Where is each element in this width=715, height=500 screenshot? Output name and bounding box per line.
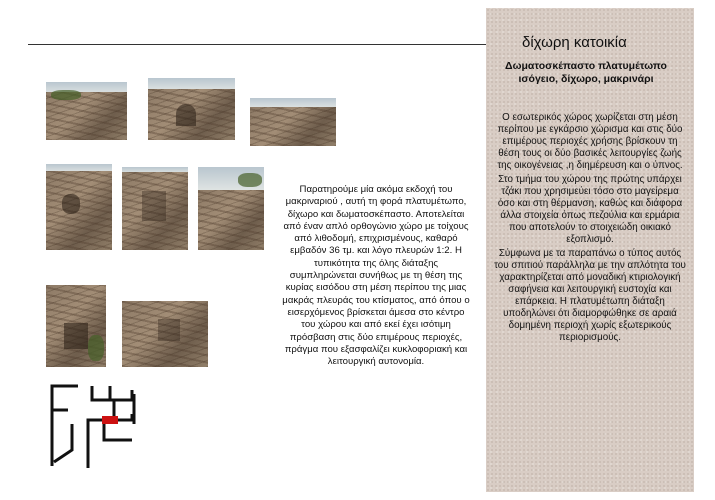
side-description bbox=[494, 112, 686, 346]
plan-highlight bbox=[102, 416, 118, 424]
floor-plan bbox=[48, 380, 176, 470]
side-paragraph-1: Ο εσωτερικός χώρος χωρίζεται στη μέση περίπου με εγκάρσιο χώρισμα και στις δύο επιμέρους περιοχές χρήσης βρίσκουν τη θέση τους οι δύο βασικές λειτουργίες ζωής της οικογένειας ,η διημέρευση και ο ύπνος. bbox=[497, 112, 683, 171]
photo-3 bbox=[250, 98, 336, 146]
side-paragraph-2: Στο τμήμα του χώρου της πρώτης υπάρχει τζάκι που χρησιμεύει τόσο στο μαγείρεμα όσο και στη θέρμανση, καθώς και διάφορα άλλα στοιχεία όπως πεζούλια και ερμάρια που αποτελούν το στοιχειώδη οικιακό εξοπλισμό. bbox=[497, 174, 683, 245]
photo-6 bbox=[198, 167, 264, 250]
side-paragraph-3: Σύμφωνα με τα παραπάνω ο τύπος αυτός του σπιτιού παράλληλα με την απλότητα του χαρακτηρίζεται από μοναδική κτιριολογική σαφήνεια και λειτουργική ευστοχία και επάρκεια. Η πλατυμέτωπη διάταξη υποδηλώνει ότι διαμορφώθηκε σε αραιά δομημένη περιοχή χωρίς εξωτερικούς περιορισμούς. bbox=[494, 248, 686, 343]
photo-4 bbox=[46, 164, 112, 250]
photo-5 bbox=[122, 167, 188, 250]
photo-7 bbox=[46, 285, 106, 367]
photo-2 bbox=[148, 78, 235, 140]
photo-8 bbox=[122, 301, 208, 367]
header-rule bbox=[28, 44, 508, 45]
photo-1 bbox=[46, 82, 127, 140]
page-title: δίχωρη κατοικία bbox=[522, 34, 627, 51]
page-subtitle: Δωματοσκέπαστο πλατυμέτωπο ισόγειο, δίχωρο, μακρινάρι bbox=[505, 60, 667, 85]
main-description: Παρατηρούμε μία ακόμα εκδοχή του μακριναριού , αυτή τη φορά πλατυμέτωπο, δίχωρο και δωματοσκέπαστο. Αποτελείται από έναν απλό ορθογώνιο χώρο με τοίχους από λιθοδομή, επιχρισμένους, καθαρό εμβαδόν 36 τμ. και λόγο πλευρών 1:2. Η τυπικότητα της όλης διάταξης συμπληρώνεται συνήθως με τη θέση της κυρίας εισόδου στη μέση περίπου της μιας μακράς πλευράς του κτίσματος, από όπου ο εισερχόμενος βρίσκεται άμεσα στο κέντρο του χώρου και από εκεί έχει ισότιμη πρόσβαση στις δύο επιμέρους περιοχές, πράγμα που εξασφαλίζει κυκλοφοριακή και λειτουργική αυτονομία. bbox=[282, 184, 470, 368]
